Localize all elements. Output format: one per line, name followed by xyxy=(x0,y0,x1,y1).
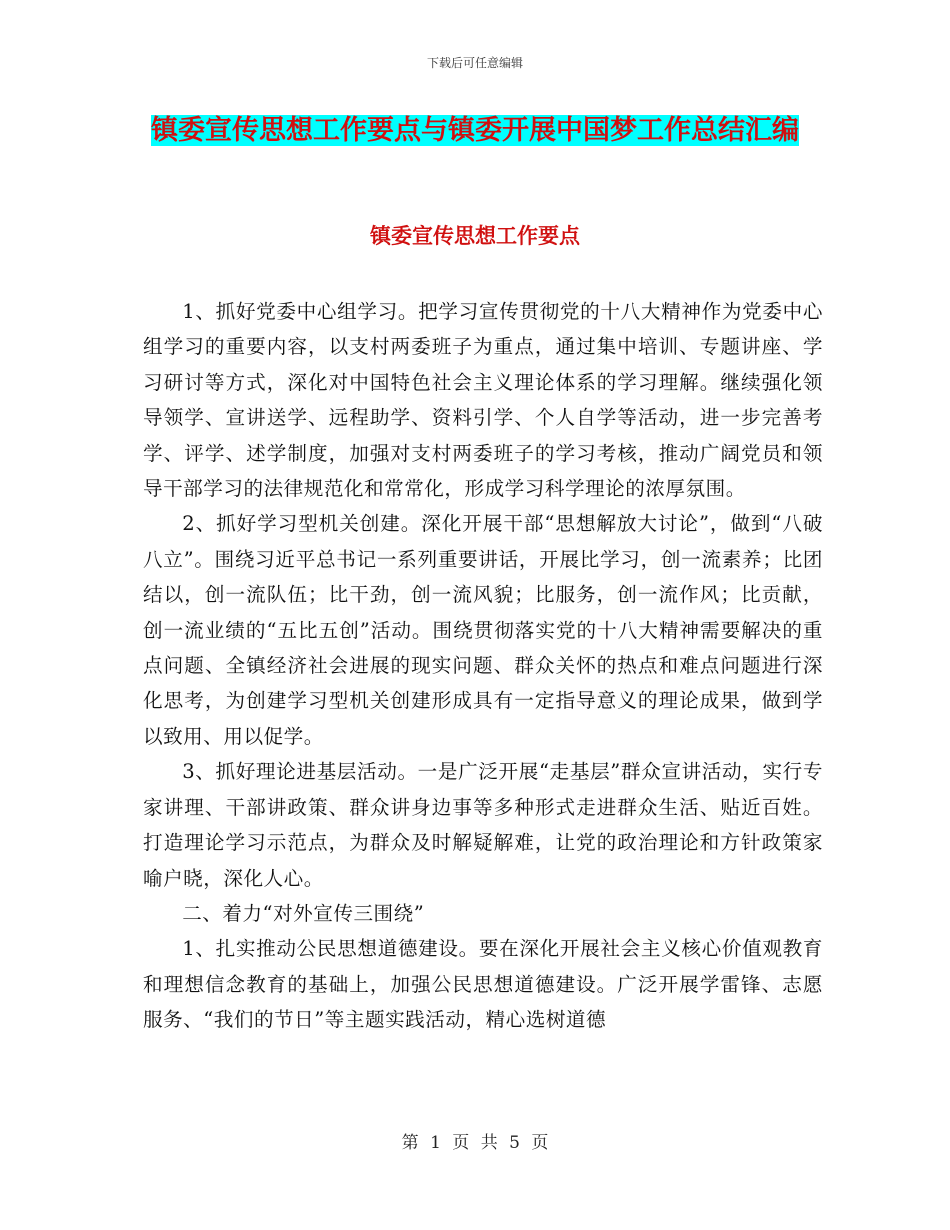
document-title-text: 镇委宣传思想工作要点与镇委开展中国梦工作总结汇编 xyxy=(151,115,799,146)
paragraph: 1、扎实推动公民思想道德建设。要在深化开展社会主义核心价值观教育和理想信念教育的基础上，加强公民思想道德建设。广泛开展学雷锋、志愿服务、“我们的节日”等主题实践活动，精心选树道德 xyxy=(143,937,823,1032)
paragraph: 2、抓好学习型机关创建。深化开展干部“思想解放大讨论”，做到“八破八立”。围绕习近平总书记一系列重要讲话，开展比学习，创一流素养；比团结以，创一流队伍；比干劲，创一流风貌；比服务，创一流作风；比贡献，创一流业绩的“五比五创”活动。围绕贯彻落实党的十八大精神需要解决的重点问题、全镇经济社会进展的现实问题、群众关怀的热点和难点问题进行深化思考，为创建学习型机关创建形成具有一定指导意义的理论成果，做到学以致用、用以促学。 xyxy=(143,512,823,748)
body-content xyxy=(143,294,823,1038)
section-heading: 二、着力“对外宣传三围绕” xyxy=(182,901,425,925)
page-number: 第 1 页 共 5 页 xyxy=(401,1133,549,1153)
paragraph: 3、抓好理论进基层活动。一是广泛开展“走基层”群众宣讲活动，实行专家讲理、干部讲政策、群众讲身边事等多种形式走进群众生活、贴近百姓。打造理论学习示范点，为群众及时解疑解难，让党的政治理论和方针政策家喻户晓，深化人心。 xyxy=(143,760,823,890)
section-title: 镇委宣传思想工作要点 xyxy=(370,224,580,248)
paragraph: 1、抓好党委中心组学习。把学习宣传贯彻党的十八大精神作为党委中心组学习的重要内容，以支村两委班子为重点，通过集中培训、专题讲座、学习研讨等方式，深化对中国特色社会主义理论体系的学习理解。继续强化领导领学、宣讲送学、远程助学、资料引学、个人自学等活动，进一步完善考学、评学、述学制度，加强对支村两委班子的学习考核，推动广阔党员和领导干部学习的法律规范化和常常化，形成学习科学理论的浓厚氛围。 xyxy=(143,300,823,501)
document-title xyxy=(150,108,800,154)
header-note: 下载后可任意编辑 xyxy=(426,56,523,70)
